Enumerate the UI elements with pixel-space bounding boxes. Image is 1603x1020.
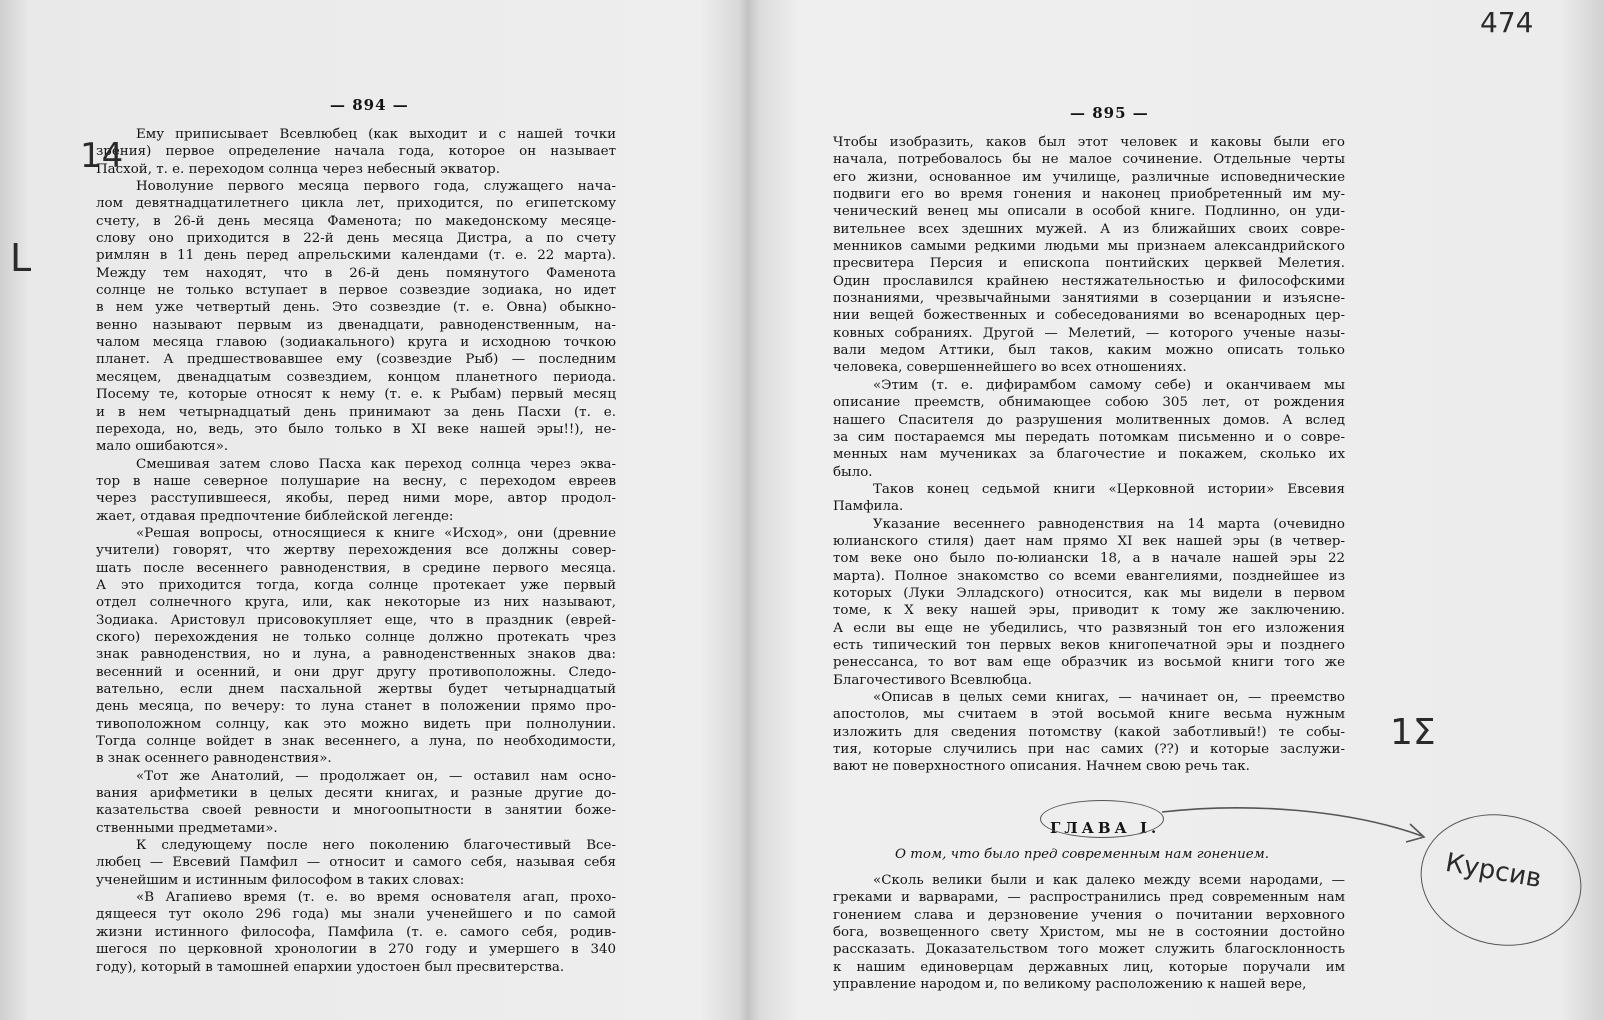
text-line: Указание весеннего равноденствия на 14 марта (очевидно (873, 516, 1345, 532)
text-line: Памфила. (833, 499, 904, 515)
text-line: жизни истинного философа, Памфила (т. е. самого себя, родив- (96, 924, 616, 940)
page-number-right: — 895 — (1070, 104, 1149, 122)
text-line: «Сколь велики были и как далеко между всеми народами, — (873, 873, 1345, 888)
text-line: в знак осеннего равноденствия». (96, 751, 332, 767)
text-line: планет. А предшествовавшее ему (созвездие Рыб) — последним (96, 352, 616, 368)
heading-circle-mark (1040, 800, 1164, 838)
text-line: Между тем находят, что в 26-й день помянутого Фаменота (96, 265, 616, 281)
text-line: которых (Луки Элладского) относится, как мы видели в первом (833, 585, 1345, 601)
text-line: тор в наше северное полушарие на весну, с переходом евреев (96, 473, 616, 489)
text-line: подвиги его во время гонения и наконец приобретенный им му- (833, 187, 1345, 203)
text-line: есть типический тон первых веков книгопечатной эры и позднего (833, 637, 1345, 653)
text-line: Тогда солнце войдет в знак весеннего, а луна, по необходимости, (96, 734, 616, 750)
text-line: человека, совершеннейшего во всех отношениях. (833, 360, 1187, 376)
text-line: тия, которые случились при нас самих (??) и которые заслужи- (833, 742, 1345, 758)
text-line: перехода, но, ведь, это было только в XI веке нашей эры!!), не- (96, 421, 616, 437)
text-line: Пасхой, т. е. переходом солнца через небесный экватор. (96, 161, 500, 177)
text-line: римлян в 11 день перед апрельскими календами (т. е. 22 марта). (96, 248, 616, 264)
text-line: марта). Полное знакомство со всеми евангелиями, позднейшее из (833, 568, 1345, 584)
handwritten-margin-mark-right: 1Σ (1390, 712, 1436, 753)
text-line: жает, отдавая предпочтение библейской легенде: (96, 508, 454, 524)
text-line: вали медом Аттики, был таков, каким можно описать только (833, 343, 1345, 359)
page-number-left: — 894 — (330, 96, 409, 114)
text-line: изложить для сведения потомству (какой заботливый!) те собы- (833, 724, 1345, 740)
text-line: тивоположном солнцу, как это можно видеть при полнолунии. (96, 716, 616, 732)
text-line: чалом месяца главою (зодиакального) круга и исходною точкою (96, 335, 616, 351)
text-line: лом девятнадцатилетнего цикла лет, приходится, по египетскому (96, 196, 616, 212)
text-line: шегося по церковной хронологии в 270 году и умершего в 340 (96, 942, 616, 958)
text-line: было. (833, 464, 873, 480)
text-line: нашего Спасителя до разрушения молитвенных домов. А вслед (833, 412, 1345, 428)
handwritten-margin-mark-left-1: 14 (80, 136, 124, 176)
text-line: ренессанса, то вот вам еще образчик из восьмой книги того же (833, 655, 1345, 671)
chapter-heading: ГЛАВА I. (1050, 819, 1161, 837)
text-line: ученейшим и истинным философом в таких словах: (96, 872, 465, 888)
text-line: день месяца, по вечеру: то луна станет в положении прямо про- (96, 699, 616, 715)
text-line: ковных собраниях. Другой — Мелетий, — которого ученые назы- (833, 325, 1345, 341)
text-line: к нашим единоверцам державных лиц, которые поручали им (833, 959, 1345, 975)
text-line: вания арифметики в целых десяти книгах, и разные другие до- (96, 786, 616, 802)
text-line: греками и варварами, — распространились пред современным нам (833, 890, 1345, 906)
text-line: солнце не только вступает в первое созвездие зодиака, но идет (96, 283, 616, 299)
text-line: нии вещей божественных и собеседованиями во всенародных цер- (833, 308, 1345, 324)
text-line: бога, возвещенного свету Христом, мы не в состоянии достойно (833, 925, 1345, 941)
text-line: и в нем четырнадцатый день принимают за день Пасхи (т. е. (96, 404, 616, 420)
text-line: Один прославился крайнею нестяжательностью и философскими (833, 273, 1345, 289)
text-line: за сим постараемся мы передать потомкам письменно и о совре- (833, 429, 1345, 445)
handwritten-margin-mark-left-2: L (10, 236, 32, 280)
text-line: познаниями, чрезвычайными занятиями в созерцании и изъясне- (833, 291, 1345, 307)
text-line: А если вы еще не убедились, что развязный тон его изложения (833, 620, 1345, 636)
text-line: «Тот же Анатолий, — продолжает он, — оставил нам осно- (136, 768, 616, 784)
text-line: в нем уже четвертый день. Это созвездие (т. е. Овна) обыкно- (96, 300, 616, 316)
text-line: любец — Евсевий Памфил — относит и самого себя, называя себя (96, 855, 616, 871)
text-line: Ему приписывает Всевлюбец (как выходит и с нашей точки (136, 127, 616, 142)
text-line: менных нам мучениках за благочестие и покажем, сколько их (833, 447, 1345, 463)
handwritten-folio-number: 474 (1480, 6, 1534, 39)
text-line: весенний и осенний, и они друг другу противоположны. Следо- (96, 664, 616, 680)
text-line: казательства своей ревности и многоопытности в занятии боже- (96, 803, 616, 819)
text-line: том веке оно было по-юлиански 18, а в начале нашей эры 22 (833, 551, 1345, 567)
text-line: управление народом и, по великому расположению к нашей вере, (833, 977, 1307, 993)
text-line: описание преемств, обнимающее собою 305 лет, от рождения (833, 395, 1345, 411)
chapter-subtitle: О том, что было пред современным нам гонением. (895, 847, 1269, 862)
text-line: апостолов, мы считаем в этой восьмой книге весьма нужным (833, 707, 1345, 723)
handwritten-arrow (1160, 800, 1440, 860)
text-line: счету, в 26-й день месяца Фаменота; по македонскому месяце- (96, 213, 616, 229)
text-line: К следующему после него поколению благочестивый Все- (136, 838, 616, 854)
text-line: учители) говорят, что жертву перехождения все должны совер- (96, 543, 616, 559)
right-page-text-bottom (833, 872, 1345, 993)
text-line: слову оно приходится в 22-й день месяца Дистра, а по счету (96, 231, 616, 247)
text-line: «Решая вопросы, относящиеся к книге «Исход», они (древние (136, 525, 616, 541)
text-line: шать после весеннего равноденствия, в средине первого месяца. (96, 560, 616, 576)
text-line: А это приходится тогда, когда солнце протекает уже первый (96, 577, 616, 593)
text-line: дящееся тут около 296 года) мы знали ученейшего и по самой (96, 907, 616, 923)
text-line: венно называют первым из двенадцати, равноденственным, на- (96, 317, 616, 333)
text-line: Таков конец седьмой книги «Церковной истории» Евсевия (873, 481, 1345, 497)
text-line: «Этим (т. е. дифирамбом самому себе) и оканчиваем мы (873, 377, 1345, 393)
left-page-text (96, 126, 616, 976)
text-line: Чтобы изобразить, каков был этот человек и каковы были его (833, 135, 1345, 150)
text-line: Новолуние первого месяца первого года, служащего нача- (136, 179, 616, 195)
text-line: вительнее всех здешних мужей. А из ближайших своих совре- (833, 221, 1345, 237)
text-line: юлианского стиля) дает нам прямо XI век нашей эры (в четвер- (833, 533, 1345, 549)
text-line: менников самыми редкими людьми мы признаем александрийского (833, 239, 1345, 255)
text-line: его жизни, основанное им училище, различные исповеднические (833, 169, 1345, 185)
text-line: «В Агапиево время (т. е. во время основателя агап, прохо- (136, 890, 616, 906)
text-line: году), который в тамошней епархии удостоен был пресвитерства. (96, 959, 565, 975)
text-line: ского) перехождения не только солнце должно протекать чрез (96, 629, 616, 645)
right-page-text-top (833, 134, 1345, 776)
text-line: через расступившееся, якобы, перед ними море, автор продол- (96, 491, 616, 507)
text-line: «Описав в целых семи книгах, — начинает он, — преемство (873, 690, 1345, 705)
text-line: ченический венец мы описали в особой книге. Подлинно, он уди- (833, 204, 1345, 220)
text-line: вательно, если днем пасхальной жертвы будет четырнадцатый (96, 682, 616, 697)
text-line: рассказать. Доказательством того может служить благосклонность (833, 942, 1345, 958)
text-line: пресвитера Персия и епископа понтийских церквей Мелетия. (833, 256, 1345, 272)
text-line: томе, к X веку нашей эры, приводит к тому же заключению. (833, 603, 1345, 619)
text-line: Благочестивого Всевлюбца. (833, 672, 1032, 688)
text-line: начала, потребовалось бы не малое сочинение. Отдельные черты (833, 152, 1345, 168)
text-line: зрения) первое определение начала года, которое он называет (96, 144, 616, 160)
text-line: Смешивая затем слово Пасха как переход солнца через эква- (136, 456, 616, 472)
text-line: мало ошибаются». (96, 439, 229, 455)
text-line: месяцем, двенадцатым созвездием, концом планетного периода. (96, 369, 616, 385)
text-line: Посему те, которые относят к нему (т. е. к Рыбам) первый месяц (96, 387, 616, 403)
text-line: ственными предметами». (96, 820, 278, 836)
margin-note-kursiv: Курсив (1443, 847, 1544, 895)
text-line: Зодиака. Аристовул присовокупляет еще, что в праздник (еврей- (96, 612, 616, 628)
text-line: отдел солнечного круга, или, как некоторые из них называют, (96, 595, 616, 611)
text-line: гонением слава и дерзновение учения о почитании верховного (833, 907, 1345, 923)
text-line: вают не поверхностного описания. Начнем свою речь так. (833, 759, 1250, 775)
text-line: знак равноденствия, но и луна, а равноденственных знаков два: (96, 647, 616, 663)
